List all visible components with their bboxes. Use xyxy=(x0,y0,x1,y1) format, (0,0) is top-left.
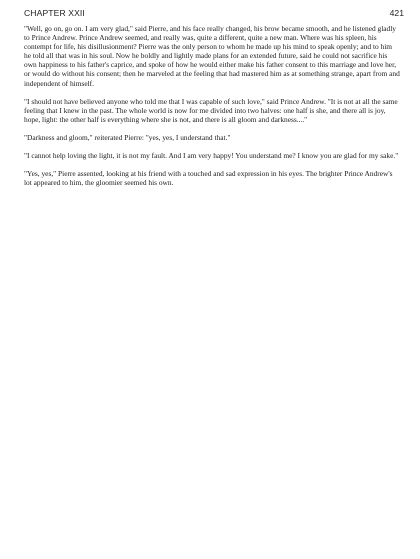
paragraph-2: "I should not have believed anyone who told me that I was capable of such love," said Prince Andrew. "It is not at all the same feeling that I knew in the past. The whole world is now for me divided into two halves: one half is she, and there all is joy, hope, light: the other half is everything where she is not, and there is all gloom and darkness...." xyxy=(24,96,398,124)
page-number: 421 xyxy=(389,8,404,18)
paragraph-1: "Well, go on, go on. I am very glad," said Pierre, and his face really changed, his brow became smooth, and he listened gladly to Prince Andrew. Prince Andrew seemed, and really was, quite a different, quite a new man. Where was his spleen, his contempt for life, his disillusionment? Pierre was the only person to whom he made up his mind to speak openly; and to him he told all that was in his soul. Now he boldly and lightly made plans for an extended future, said he could not sacrifice his own happiness to his father's caprice, and spoke of how he would either make his father consent to this marriage and love her, or would do without his consent; then he marveled at the feeling that had mastered him as at something strange, apart from and independent of himself. xyxy=(24,24,400,88)
body-text xyxy=(24,24,400,196)
paragraph-5: "Yes, yes," Pierre assented, looking at his friend with a touched and sad expression in his eyes. The brighter Prince Andrew's lot appeared to him, the gloomier seemed his own. xyxy=(24,169,393,188)
running-header xyxy=(24,8,404,22)
paragraph-4: "I cannot help loving the light, it is not my fault. And I am very happy! You understand me? I know you are glad for my sake." xyxy=(24,151,399,161)
paragraph-3: "Darkness and gloom," reiterated Pierre: "yes, yes, I understand that." xyxy=(24,132,231,142)
chapter-heading: CHAPTER XXII xyxy=(24,8,85,18)
